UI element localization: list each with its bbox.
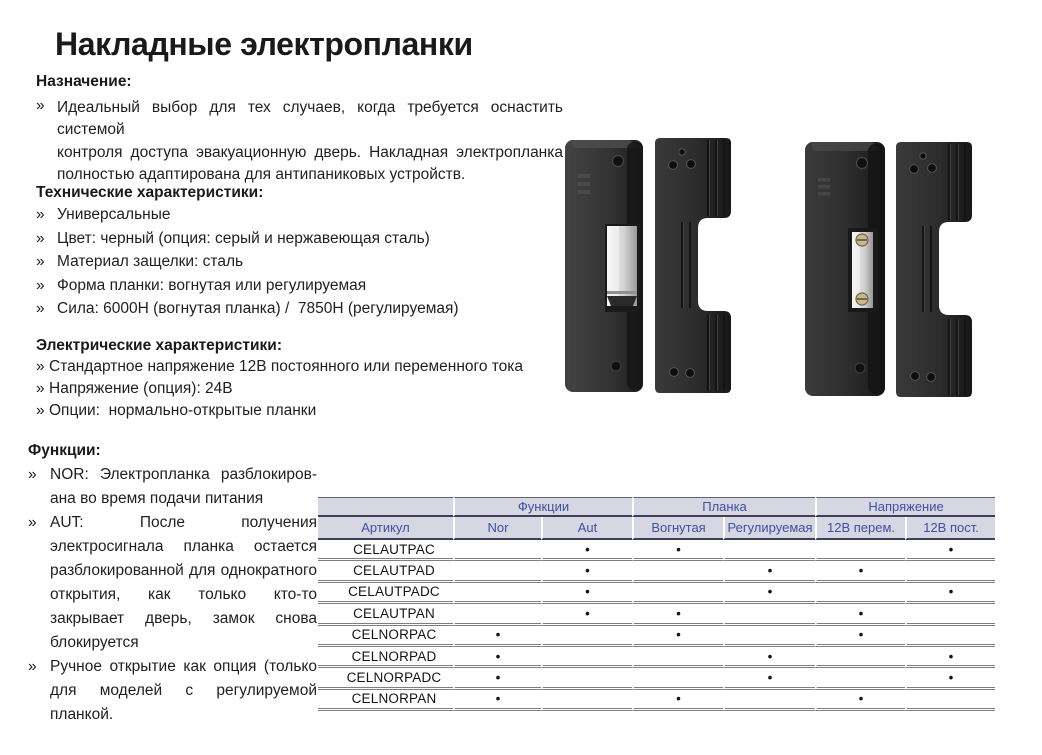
function-item-lines (50, 511, 317, 655)
article-cell: CELAUTPAC (318, 540, 453, 561)
strike-body (565, 140, 643, 392)
bullet-marker: » (36, 379, 45, 397)
function-line: закрывает дверь, замок снова (50, 610, 317, 627)
function-line: Ручное открытие как опция (только (50, 658, 317, 675)
group-header-empty (318, 497, 453, 517)
dot-mark: • (632, 540, 723, 561)
dot-mark: • (723, 668, 815, 689)
bullet-marker: » (36, 401, 45, 419)
bullet-marker: » (36, 206, 45, 223)
dot-mark: • (541, 540, 632, 561)
empty-cell (541, 690, 632, 711)
list-item (36, 277, 566, 301)
list-item (36, 358, 576, 380)
column-header-aut: Aut (541, 517, 632, 540)
dot-mark: • (541, 561, 632, 582)
bullet-marker: » (36, 276, 45, 294)
empty-cell (905, 561, 995, 582)
column-header-12v-dc: 12В пост. (905, 517, 995, 540)
list-item-text: Материал защелки: сталь (57, 253, 244, 271)
empty-cell (541, 668, 632, 689)
empty-cell (815, 647, 905, 668)
dot-mark: • (723, 561, 815, 582)
table-group-header-row (318, 497, 995, 517)
article-cell: CELAUTPADC (318, 583, 453, 604)
purpose-line: контроля доступа эвакуационную дверь. Накладная электропланка (57, 143, 563, 161)
dot-mark: • (815, 604, 905, 625)
dot-mark: • (632, 626, 723, 647)
function-line: ана во время подачи питания (50, 490, 264, 507)
bullet-marker: » (36, 300, 45, 318)
article-cell: CELNORPAN (318, 690, 453, 711)
electric-strike-concave-photo (556, 128, 744, 410)
purpose-paragraph (57, 97, 563, 187)
function-item-lines (50, 655, 317, 727)
electrical-list (36, 358, 576, 423)
list-item (36, 206, 566, 230)
table-row (318, 647, 995, 668)
dot-mark: • (453, 690, 541, 711)
dot-mark: • (905, 583, 995, 604)
empty-cell (815, 668, 905, 689)
empty-cell (453, 604, 541, 625)
purpose-line: Идеальный выбор для тех случаев, когда требуется оснастить системой (57, 99, 563, 139)
page-title: Накладные электропланки (55, 26, 473, 62)
function-line: AUT: После получения (50, 514, 317, 531)
list-item-text: Напряжение (опция): 24В (49, 379, 233, 397)
empty-cell (632, 583, 723, 604)
column-header-adjustable: Регулируемая (723, 517, 815, 540)
table-row (318, 561, 995, 582)
bullet-marker: » (28, 658, 37, 675)
mounting-plate (896, 142, 972, 397)
dot-mark: • (905, 647, 995, 668)
dot-mark: • (453, 647, 541, 668)
dot-mark: • (541, 583, 632, 604)
section-heading-electrical: Электрические характеристики: (36, 337, 282, 354)
list-item-text: Опции: нормально-открытые планки (49, 401, 317, 419)
dot-mark: • (723, 647, 815, 668)
section-heading-tech: Технические характеристики: (36, 184, 264, 201)
empty-cell (541, 647, 632, 668)
dot-mark: • (815, 690, 905, 711)
function-item (28, 463, 317, 511)
dot-mark: • (632, 604, 723, 625)
strike-latch (605, 224, 640, 312)
function-line: разблокированной для однократного (50, 562, 317, 579)
dot-mark: • (453, 668, 541, 689)
bullet-marker: » (28, 514, 37, 531)
dot-mark: • (453, 626, 541, 647)
function-line: открытия, как только кто-то (50, 586, 317, 603)
table-row (318, 540, 995, 561)
bullet-marker: » (36, 229, 45, 247)
empty-cell (723, 604, 815, 625)
dot-mark: • (723, 583, 815, 604)
dot-mark: • (541, 604, 632, 625)
empty-cell (815, 583, 905, 604)
purpose-line: полностью адаптирована для антипаниковых устройств. (57, 166, 466, 184)
empty-cell (723, 690, 815, 711)
strike-latch (848, 228, 878, 312)
column-header-concave: Вогнутая (632, 517, 723, 540)
function-line: NOR: Электропланка разблокиров- (50, 466, 317, 483)
list-item-text: Универсальные (57, 206, 171, 223)
table-row (318, 626, 995, 647)
bullet-marker: » (36, 97, 45, 114)
mounting-plate (655, 138, 731, 393)
article-cell: CELNORPADC (318, 668, 453, 689)
empty-cell (905, 604, 995, 625)
function-item-lines (50, 463, 317, 511)
empty-cell (815, 540, 905, 561)
column-header-nor: Nor (453, 517, 541, 540)
dot-mark: • (905, 540, 995, 561)
list-item (36, 402, 576, 424)
table-row (318, 668, 995, 689)
empty-cell (905, 626, 995, 647)
dot-mark: • (815, 626, 905, 647)
tech-list (36, 206, 566, 324)
article-cell: CELAUTPAN (318, 604, 453, 625)
list-item-text: Стандартное напряжение 12В постоянного или переменного тока (49, 358, 524, 375)
group-header-voltage: Напряжение (815, 497, 995, 517)
bullet-marker: » (28, 466, 37, 483)
function-item (28, 655, 317, 727)
list-item-text: Форма планки: вогнутая или регулируемая (57, 276, 367, 294)
empty-cell (632, 647, 723, 668)
section-heading-purpose: Назначение: (36, 73, 132, 90)
bullet-marker: » (36, 253, 45, 271)
dot-mark: • (905, 668, 995, 689)
dot-mark: • (815, 561, 905, 582)
list-item (36, 230, 566, 254)
article-cell: CELAUTPAD (318, 561, 453, 582)
article-cell: CELNORPAC (318, 626, 453, 647)
group-header-functions: Функции (453, 497, 632, 517)
article-cell: CELNORPAD (318, 647, 453, 668)
function-item (28, 511, 317, 655)
table-row (318, 690, 995, 711)
empty-cell (541, 626, 632, 647)
bullet-marker: » (36, 358, 45, 375)
list-item (36, 380, 576, 402)
empty-cell (632, 668, 723, 689)
table-column-header-row (318, 517, 995, 540)
empty-cell (453, 561, 541, 582)
functions-list (28, 463, 317, 727)
empty-cell (723, 626, 815, 647)
empty-cell (905, 690, 995, 711)
function-line: для моделей с регулируемой (50, 682, 317, 699)
empty-cell (453, 540, 541, 561)
empty-cell (453, 583, 541, 604)
group-header-plate: Планка (632, 497, 815, 517)
dot-mark: • (632, 690, 723, 711)
column-header-article: Артикул (318, 517, 453, 540)
column-header-12v-ac: 12В перем. (815, 517, 905, 540)
electric-strike-adjustable-photo (798, 132, 986, 414)
list-item (36, 300, 566, 324)
list-item-text: Сила: 6000Н (вогнутая планка) / 7850Н (регулируемая) (57, 300, 459, 318)
table-row (318, 583, 995, 604)
table-row (318, 604, 995, 625)
list-item-text: Цвет: черный (опция: серый и нержавеющая сталь) (57, 229, 430, 247)
models-table (318, 497, 995, 711)
list-item (36, 253, 566, 277)
function-line: электросигнала планка остается (50, 538, 317, 555)
function-line: блокируется (50, 634, 139, 651)
section-heading-functions: Функции: (28, 442, 101, 459)
empty-cell (632, 561, 723, 582)
strike-body (805, 142, 885, 396)
empty-cell (723, 540, 815, 561)
function-line: планкой. (50, 706, 114, 723)
